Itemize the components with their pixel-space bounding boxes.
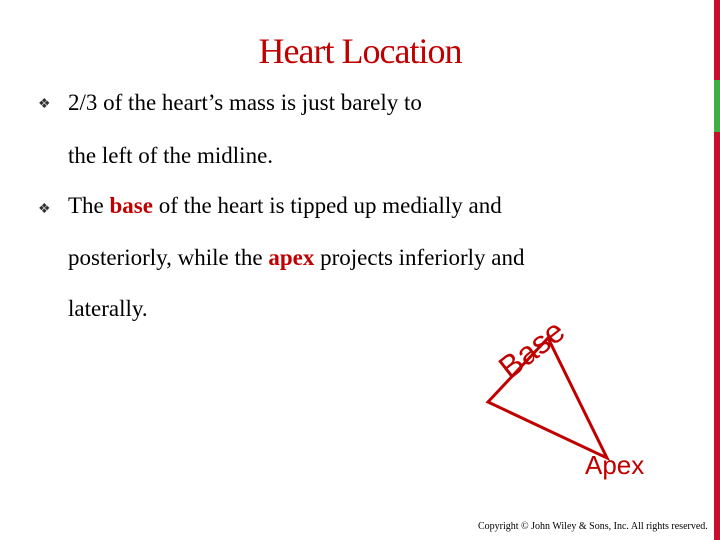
bullet-2-text: of the heart is tipped up medially and: [152, 193, 502, 218]
copyright-notice: Copyright © John Wiley & Sons, Inc. All rights reserved.: [478, 521, 708, 532]
slide-title: Heart Location: [258, 31, 462, 71]
apex-label: Apex: [585, 450, 645, 480]
bullet-1-line-1: 2/3 of the heart’s mass is just barely to: [68, 90, 422, 115]
bullet-2-line-3: laterally.: [68, 296, 148, 321]
base-label: Base: [491, 312, 572, 386]
bullet-2-text: The: [68, 193, 110, 218]
apex-term: apex: [268, 245, 315, 270]
diamond-bullet-icon: ❖: [38, 202, 51, 217]
bullet-1-line-2: the left of the midline.: [68, 143, 274, 168]
base-term: base: [109, 193, 153, 218]
bullet-2-text: posteriorly, while the: [68, 245, 269, 270]
diamond-bullet-icon: ❖: [38, 97, 51, 112]
bullet-2-text: projects inferiorly and: [314, 245, 525, 270]
